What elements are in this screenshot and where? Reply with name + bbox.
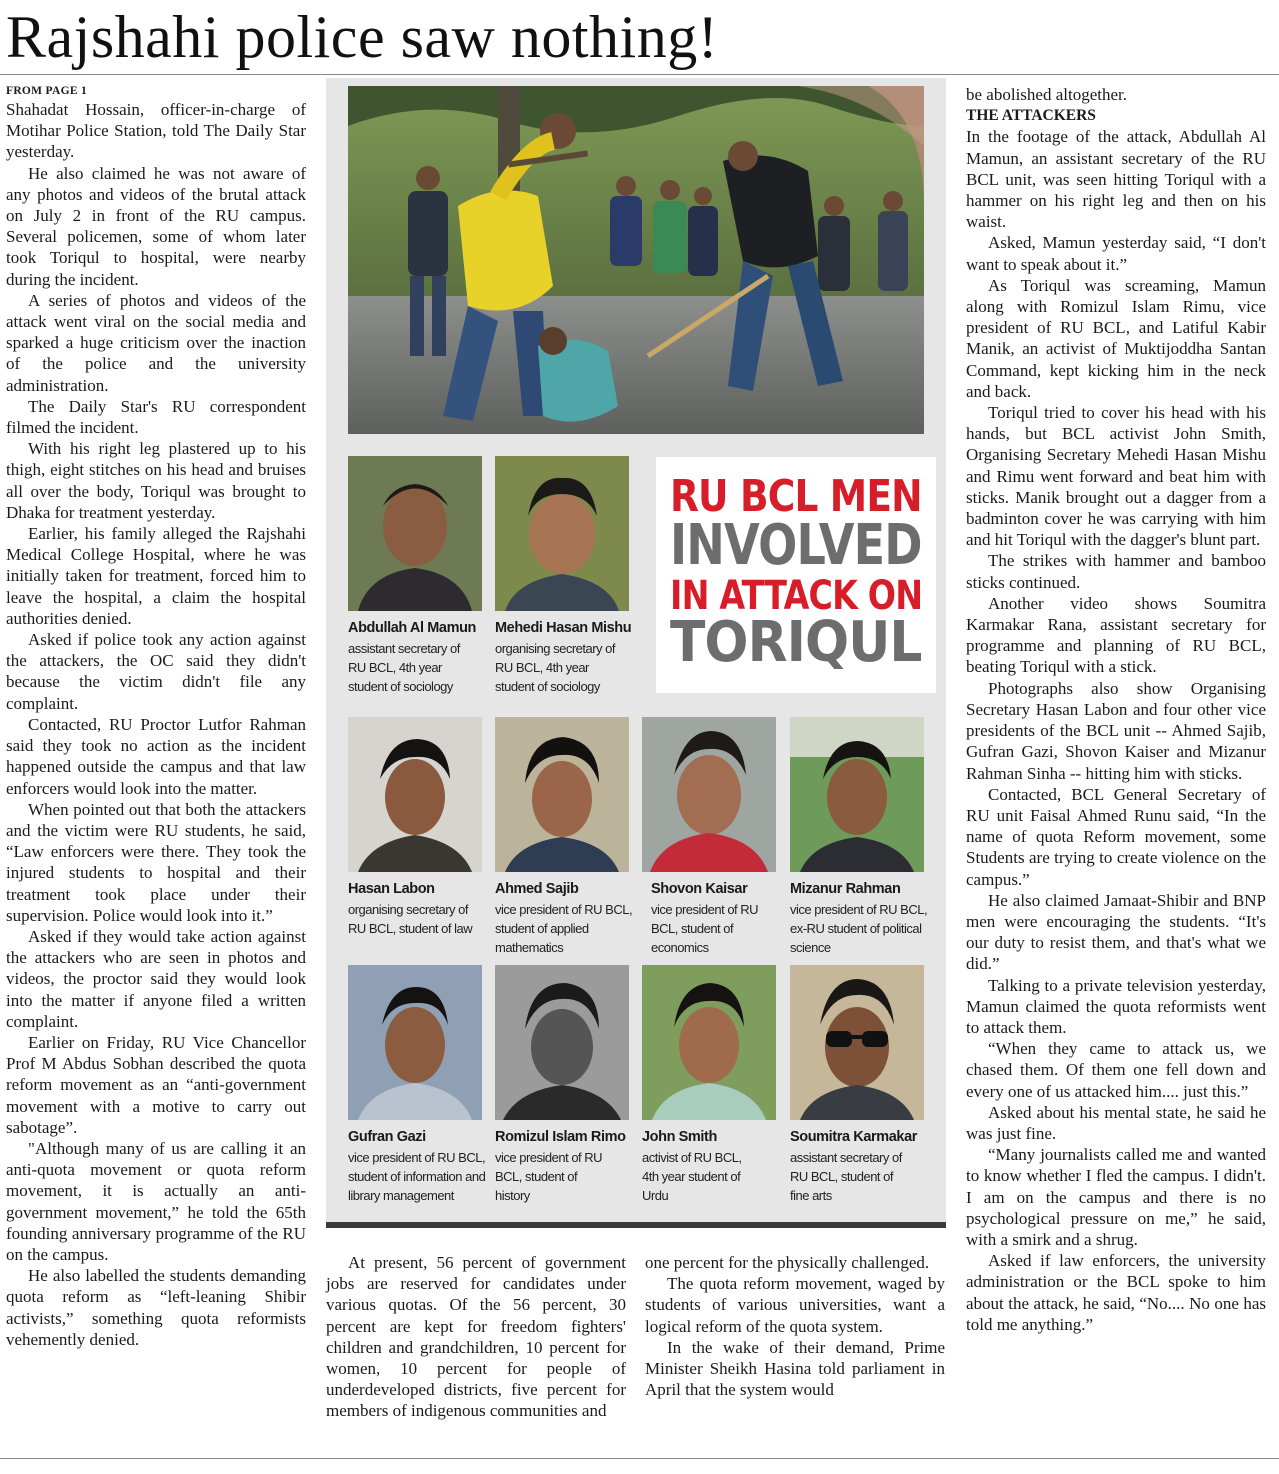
paragraph: In the wake of their demand, Prime Minister Sheikh Hasina told parliament in April that the system would [645,1337,945,1400]
paragraph: He also labelled the students demanding quota reform as “left-leaning Shibir activists,” something quota reformists vehemently denied. [6,1266,306,1349]
portrait-photo [642,717,776,872]
paragraph: "Although many of us are calling it an anti-quota movement or quota reform movement, it is actually an anti-government movement,” he told the 65th founding anniversary programme of the RU on the campus. [6,1138,306,1264]
portrait-photo [348,456,482,611]
feature-line-4: TORIQUL [670,610,922,675]
paragraph: Another video shows Soumitra Karmakar Rana, assistant secretary for programme and planning of RU BCL, beating Toriqul with a stick. [966,593,1266,677]
person-desc: organising secretary of RU BCL, 4th year student of sociology [495,641,616,694]
portrait-photo [348,965,482,1120]
article-column-4 [966,84,1266,1335]
portrait-photo [642,965,776,1120]
paragraph: When pointed out that both the attackers and the victim were RU students, he said, “Law enforcers were there. They took the injured students to hospital and their treatment took place under their supervision. Police would look into it.” [6,799,306,925]
person-desc: vice president of RU BCL, student of information and library management [348,1150,486,1203]
paragraph: “When they came to attack us, we chased them. Of them one fell down and every one of us attacked him.... just this.” [966,1039,1266,1101]
paragraph: Contacted, RU Proctor Lutfor Rahman said they took no action as the incident happened outside the campus and that law enforcers would look into the matter. [6,714,306,798]
feature-line-1: RU BCL MEN [670,471,922,522]
person-name: Gufran Gazi [348,1129,426,1145]
attack-photo [348,86,924,434]
person-name: Abdullah Al Mamun [348,620,476,636]
paragraph: Asked if they would take action against the attackers who are seen in photos and videos, the proctor said they would look into the matter if anyone filed a written complaint. [6,926,306,1031]
person-desc: vice president of RU BCL, student of history [495,1150,603,1203]
person-name: Soumitra Karmakar [790,1129,917,1145]
paragraph: Asked if police took any action against the attackers, the OC said they didn't because the victim didn't file any complaint. [6,630,306,713]
person-desc: organising secretary of RU BCL, student of law [348,902,473,936]
paragraph: He also claimed Jamaat-Shibir and BNP men were encouraging the students. “It's our duty to resist them, and that's what we did.” [966,890,1266,974]
paragraph: The strikes with hammer and bamboo sticks continued. [966,551,1266,592]
paragraph: Talking to a private television yesterday, Mamun claimed the quota reformists went to attack them. [966,975,1266,1037]
paragraph: “Many journalists called me and wanted to know whether I fled the campus. I didn't. I am on the campus and there is no psychological pressure on me,” he said, with a smirk and a shrug. [966,1145,1266,1249]
headline: Rajshahi police saw nothing! [6,4,719,70]
bottom-rule [0,1458,1279,1459]
paragraph: In the footage of the attack, Abdullah Al Mamun, an assistant secretary of the RU BCL unit, was seen hitting Toriqul with a hammer on his right leg and then on his waist. [966,127,1266,232]
person-desc: assistant secretary of RU BCL, student of fine arts [790,1150,902,1203]
article-column-3 [645,1252,945,1400]
paragraph: be abolished altogether. [966,85,1127,104]
portrait-photo [348,717,482,872]
paragraph: Shahadat Hossain, officer-in-charge of Motihar Police Station, told The Daily Star yesterday. [6,100,306,162]
person-desc: vice president of RU BCL, student of applied mathematics [495,902,633,955]
person-name: Hasan Labon [348,881,435,897]
paragraph: Contacted, BCL General Secretary of RU unit Faisal Ahmed Runu said, “In the name of quota Reform movement, some Students are trying to create violence on the campus.” [966,784,1266,889]
paragraph: Toriqul tried to cover his head with his hands, but BCL activist John Smith, Organising Secretary Mehedi Hasan Mishu and Rimu went forward and beat him with sticks. Manik brought out a dagger from a badminton cover he was carrying with him and hit Toriqul with the dagger's blunt part. [966,403,1266,550]
paragraph: As Toriqul was screaming, Mamun along with Romizul Islam Rimu, vice president of RU BCL, and Latiful Kabir Manik, an activist of Muktijoddha Santan Command, kept kicking him in the neck and back. [966,275,1266,401]
paragraph: A series of photos and videos of the attack went viral on the social media and sparked a huge criticism over the inaction of the police and the university administration. [6,290,306,395]
person-name: Romizul Islam Rimo [495,1129,626,1145]
paragraph: Asked about his mental state, he said he was just fine. [966,1102,1266,1143]
panel-bottom-rule [326,1222,946,1228]
person-name: Ahmed Sajib [495,881,579,897]
person-desc: assistant secretary of RU BCL, 4th year student of sociology [348,641,460,694]
top-rule [0,74,1279,75]
paragraph: Earlier, his family alleged the Rajshahi Medical College Hospital, where he was initially taken for treatment, forced him to leave the hospital, a claim the hospital authorities denied. [6,524,306,628]
person-name: John Smith [642,1129,717,1145]
person-name: Shovon Kaisar [651,881,748,897]
feature-line-3: IN ATTACK ON [669,573,922,619]
paragraph: Photographs also show Organising Secretary Hasan Labon and four other vice presidents of the BCL unit -- Ahmed Sajib, Gufran Gazi, Shovon Kaiser and Mizanur Rahman Sinha -- hitting him with sticks. [966,678,1266,783]
person-name: Mizanur Rahman [790,881,901,897]
paragraph: The Daily Star's RU correspondent filmed the incident. [6,396,306,438]
feature-headline-box [656,457,936,693]
from-page-kicker: FROM PAGE 1 [6,85,88,97]
paragraph: With his right leg plastered up to his thigh, eight stitches on his head and bruises all over the body, Toriqul was brought to Dhaka for treatment yesterday. [6,439,306,522]
paragraph: He also claimed he was not aware of any photos and videos of the brutal attack on July 2 in front of the RU campus. Several policemen, some of whom later took Toriqul to hospital, were nearby during the incident. [6,163,306,289]
portrait-photo [790,717,924,872]
portrait-photo [495,456,629,611]
paragraph: Asked if law enforcers, the university administration or the BCL spoke to him about the attack, he said, “No.... No one has told me anything.” [966,1251,1266,1334]
article-column-1 [6,84,306,1350]
person-desc: vice president of RU BCL, student of economics [651,902,759,955]
paragraph: Earlier on Friday, RU Vice Chancellor Prof M Abdus Sobhan described the quota reform movement as an “anti-government movement with a motive to carry out sabotage”. [6,1032,306,1137]
paragraph: At present, 56 percent of government jobs are reserved for candidates under various quotas. Of the 56 percent, 30 percent are kept for freedom fighters' children and grandchildren, 10 percent for women, 10 percent for people of underdeveloped districts, five percent for members of indigenous communities and [326,1253,626,1421]
paragraph: The quota reform movement, waged by students of various universities, want a logical reform of the quota system. [645,1274,945,1336]
article-column-2 [326,1252,626,1422]
person-desc: activist of RU BCL, 4th year student of Urdu [642,1150,742,1203]
subhead: THE ATTACKERS [966,107,1096,125]
feature-line-2: INVOLVED [670,513,922,578]
person-name: Mehedi Hasan Mishu [495,620,632,636]
attack-photo-illustration [348,86,924,434]
paragraph: Asked, Mamun yesterday said, “I don't want to speak about it.” [966,233,1266,274]
portrait-photo [495,965,629,1120]
portrait-photo [790,965,924,1120]
paragraph: one percent for the physically challenged. [645,1253,930,1272]
portrait-photo [495,717,629,872]
person-desc: vice president of RU BCL, ex-RU student of political science [790,902,928,955]
